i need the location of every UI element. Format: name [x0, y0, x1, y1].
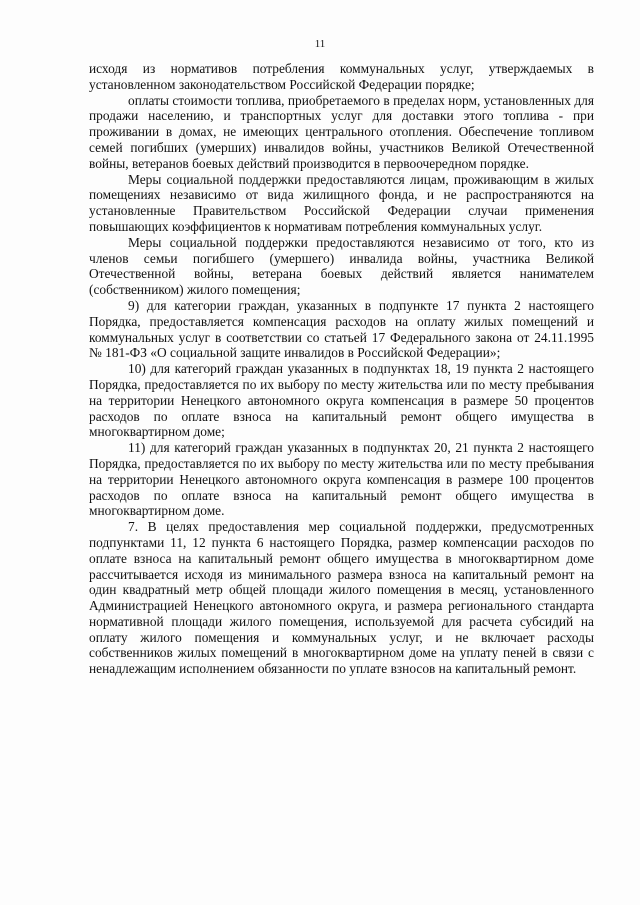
paragraph-3: Меры социальной поддержки предоставляются лицам, проживающим в жилых помещениях независимо от вида жилищного фонда, и не распространяются на установленные Правительством Российской Федерации случаи применения повышающих коэффициентов к нормативам потребления коммунальных услуг.: [89, 171, 594, 234]
paragraph-8: 7. В целях предоставления мер социальной поддержки, предусмотренных подпунктами 11, 12 пункта 6 настоящего Порядка, размер компенсации расходов по оплате взноса на капитальный ремонт общего имущества в многоквартирном доме рассчитывается исходя из минимального размера взноса на капитальный ремонт на один квадратный метр общей площади жилого помещения в месяц, установленного Администрацией Ненецкого автономного округа, и размера регионального стандарта нормативной площади жилого помещения, используемой для расчета субсидий на оплату жилого помещения и коммунальных услуг, и не включает расходы собственников жилых помещений в многоквартирном доме на уплату пеней в связи с ненадлежащим исполнением обязанности по уплате взносов на капитальный ремонт.: [89, 519, 594, 677]
page-number: 11: [314, 38, 326, 50]
paragraph-2: оплаты стоимости топлива, приобретаемого в пределах норм, установленных для продажи населению, и транспортных услуг для доставки этого топлива - при проживании в домах, не имеющих центрального отопления. Обеспечение топливом семей погибших (умерших) инвалидов войны, участников Великой Отечественной войны, ветеранов боевых действий производится в первоочередном порядке.: [89, 92, 594, 171]
document-body: [89, 61, 594, 677]
paragraph-4: Меры социальной поддержки предоставляются независимо от того, кто из членов семьи погибшего (умершего) инвалида войны, участника Великой Отечественной войны, ветерана боевых действий является нанимателем (собственником) жилого помещения;: [89, 234, 594, 298]
paragraph-6: 10) для категорий граждан указанных в подпунктах 18, 19 пункта 2 настоящего Порядка, предоставляется по их выбору по месту жительства или по месту пребывания на территории Ненецкого автономного округа компенсация в размере 50 процентов расходов по оплате взноса на капитальный ремонт общего имущества в многоквартирном доме;: [89, 361, 594, 440]
paragraph-1: исходя из нормативов потребления коммунальных услуг, утверждаемых в установленном законодательством Российской Федерации порядке;: [89, 61, 594, 92]
paragraph-7: 11) для категорий граждан указанных в подпунктах 20, 21 пункта 2 настоящего Порядка, предоставляется по их выбору по месту жительства или по месту пребывания на территории Ненецкого автономного округа компенсация в размере 100 процентов расходов по оплате взноса на капитальный ремонт общего имущества в многоквартирном доме.: [89, 440, 594, 519]
paragraph-5: 9) для категории граждан, указанных в подпункте 17 пункта 2 настоящего Порядка, предоставляется компенсация расходов на оплату жилых помещений и коммунальных услуг в соответствии со статьей 17 Федерального закона от 24.11.1995 № 181-ФЗ «О социальной защите инвалидов в Российской Федерации»;: [89, 297, 594, 361]
